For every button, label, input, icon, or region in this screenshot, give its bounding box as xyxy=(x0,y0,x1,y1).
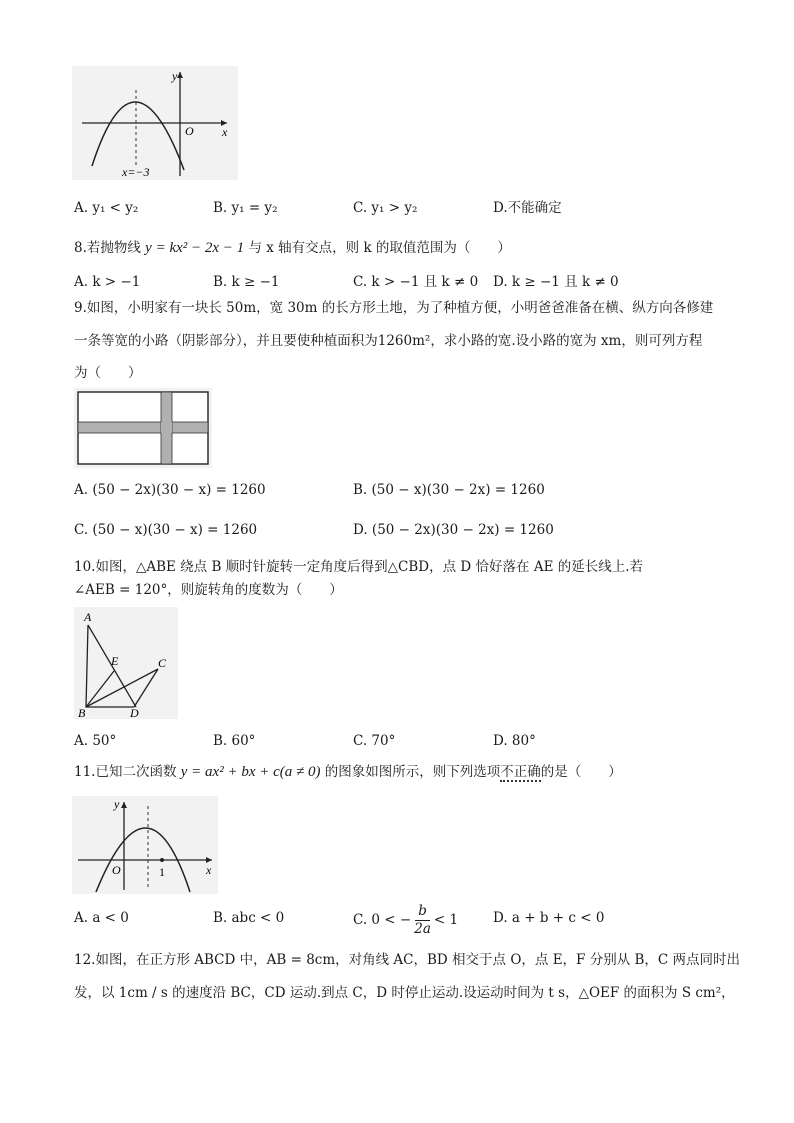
q10-label-d: D xyxy=(130,706,139,719)
q10-label-a: A xyxy=(84,610,92,624)
q10-label-e: E xyxy=(111,654,119,668)
q9-option-c[interactable]: C. (50 − x)(30 − x) = 1260 xyxy=(74,522,258,538)
q9-option-b[interactable]: B. (50 − x)(30 − 2x) = 1260 xyxy=(353,482,545,498)
q11-stem-prefix: 11.已知二次函数 xyxy=(74,764,181,780)
q10-label-c: C xyxy=(158,656,167,670)
q11-option-a[interactable]: A. a < 0 xyxy=(74,910,129,926)
q10-stem-line1: 10.如图，△ABE 绕点 B 顺时针旋转一定角度后得到△CBD，点 D 恰好落在 AE 的延长线上.若 xyxy=(74,559,644,575)
q12-stem-line1: 12.如图，在正方形 ABCD 中，AB = 8cm，对角线 AC，BD 相交于点 O，点 E，F 分别从 B，C 两点同时出 xyxy=(74,952,741,968)
q11-fig-origin-label: O xyxy=(112,863,121,877)
q10-option-b[interactable]: B. 60° xyxy=(213,733,256,749)
q9-stem-line3: 为（ ） xyxy=(74,365,142,381)
q7-option-d[interactable]: D.不能确定 xyxy=(493,200,562,216)
fig7-origin-label: O xyxy=(185,124,194,138)
fig7-axis-label: x=−3 xyxy=(122,165,150,179)
q11-option-c-suffix: < 1 xyxy=(433,912,459,928)
q7-option-c[interactable]: C. y₁ > y₂ xyxy=(353,200,418,216)
q10-option-d[interactable]: D. 80° xyxy=(493,733,536,749)
q10-option-a[interactable]: A. 50° xyxy=(74,733,117,749)
q8-option-d[interactable]: D. k ≥ −1 且 k ≠ 0 xyxy=(493,274,619,290)
q8-option-a[interactable]: A. k > −1 xyxy=(74,274,141,290)
q8-stem-prefix: 8.若抛物线 xyxy=(74,240,146,256)
q11-fig-one-label: 1 xyxy=(159,865,165,879)
q11-stem-formula: y = ax² + bx + c(a ≠ 0) xyxy=(180,764,321,780)
q11-fig-x-label: x xyxy=(206,863,212,877)
fig7-x-label: x xyxy=(222,125,228,139)
q11-option-c-prefix: C. 0 < − xyxy=(353,912,412,928)
q11-option-d[interactable]: D. a + b + c < 0 xyxy=(493,910,605,926)
q7-option-a[interactable]: A. y₁ < y₂ xyxy=(74,200,139,216)
q11-option-c-fraction xyxy=(414,903,431,938)
q11-stem-suffix: 的是（ ） xyxy=(540,764,622,780)
q10-triangle-figure xyxy=(74,607,178,719)
q11-stem-mid: 的图象如图所示，则下列选项 xyxy=(320,764,501,780)
q12-stem-line2: 发，以 1cm / s 的速度沿 BC，CD 运动.到点 C，D 时停止运动.设运动时间为 t s，△OEF 的面积为 S cm²， xyxy=(74,985,735,1001)
q9-stem-line2: 一条等宽的小路（阴影部分），并且要使种植面积为1260m²，求小路的宽.设小路的宽为 xm，则可列方程 xyxy=(74,333,703,349)
q11-option-b[interactable]: B. abc < 0 xyxy=(213,910,285,926)
q7-option-b[interactable]: B. y₁ = y₂ xyxy=(213,200,278,216)
q9-stem-line1: 9.如图，小明家有一块长 50m，宽 30m 的长方形土地，为了种植方便，小明爸爸准备在横、纵方向各修建 xyxy=(74,300,714,316)
q8-option-c[interactable]: C. k > −1 且 k ≠ 0 xyxy=(353,274,479,290)
q10-option-c[interactable]: C. 70° xyxy=(353,733,396,749)
q7-parabola-figure xyxy=(72,66,238,180)
q10-stem-line2: ∠AEB = 120°，则旋转角的度数为（ ） xyxy=(74,582,343,598)
q8-stem xyxy=(74,238,511,258)
q8-option-b[interactable]: B. k ≥ −1 xyxy=(213,274,280,290)
q11-option-c-denominator: 2a xyxy=(414,920,431,937)
q11-fig-y-label: y xyxy=(114,797,120,811)
fig7-y-label: y xyxy=(172,69,178,83)
q8-stem-suffix: 与 x 轴有交点，则 k 的取值范围为（ ） xyxy=(244,240,511,256)
q11-stem xyxy=(74,762,622,782)
q9-field-figure xyxy=(74,388,212,468)
q11-parabola-figure xyxy=(72,796,218,894)
q11-stem-emphasis: 不正确 xyxy=(500,764,541,780)
q11-option-c[interactable] xyxy=(353,900,458,940)
q9-option-d[interactable]: D. (50 − 2x)(30 − 2x) = 1260 xyxy=(353,522,554,538)
q8-stem-formula: y = kx² − 2x − 1 xyxy=(145,240,245,256)
q9-option-a[interactable]: A. (50 − 2x)(30 − x) = 1260 xyxy=(74,482,266,498)
q10-label-b: B xyxy=(78,706,86,719)
q11-option-c-numerator: b xyxy=(415,903,430,921)
